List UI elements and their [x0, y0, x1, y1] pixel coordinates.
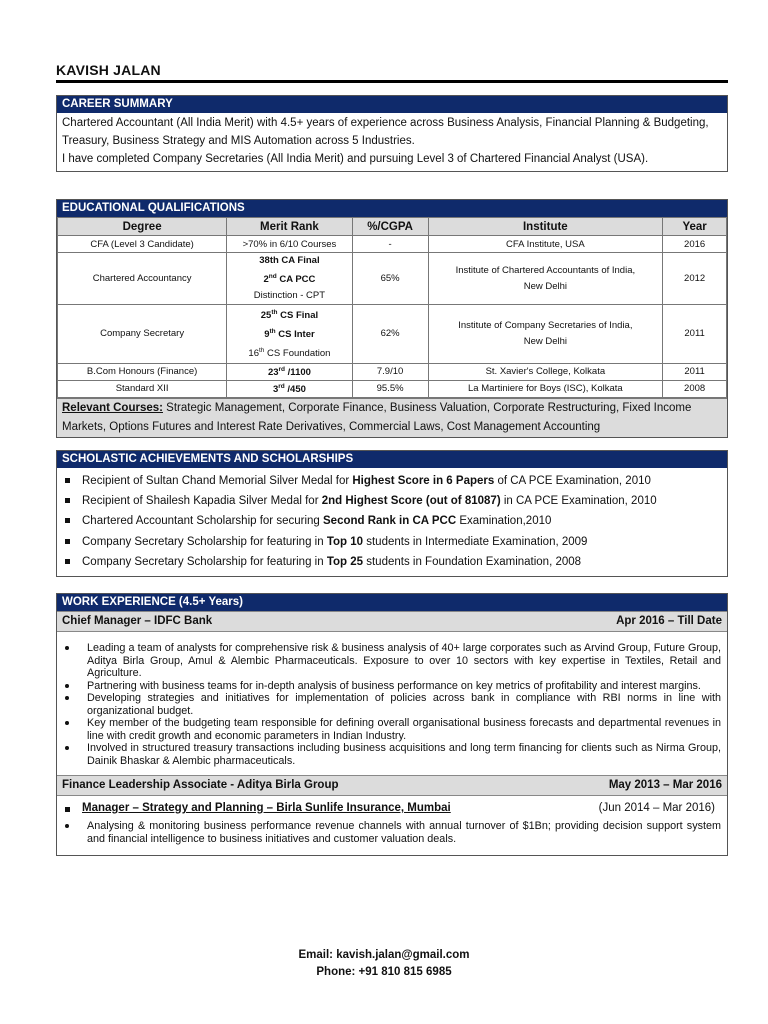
education-heading: EDUCATIONAL QUALIFICATIONS [57, 200, 727, 217]
merit-number: 23 [267, 366, 279, 378]
pct-cell: - [352, 236, 428, 253]
education-section [56, 199, 728, 438]
year-cell: 2012 [663, 253, 727, 305]
achievement-text: Examination,2010 [456, 515, 552, 528]
merit-text: CS Foundation [264, 348, 331, 360]
year-cell: 2011 [663, 363, 727, 380]
achievement-text: Company Secretary Scholarship for featuring in [82, 535, 327, 548]
relevant-courses-text: Strategic Management, Corporate Finance, Business Valuation, Corporate Restructuring, Fixed Income Markets, Options Futures and Interest Rate Derivatives, Commercial Laws, Cost Management Accounting [62, 401, 692, 433]
scholastic-heading: SCHOLASTIC ACHIEVEMENTS AND SCHOLARSHIPS [57, 451, 727, 468]
table-row [58, 363, 727, 380]
job-bullets [57, 814, 727, 855]
relevant-courses [57, 398, 727, 437]
header-rule [56, 80, 728, 83]
education-table [57, 217, 727, 398]
list-item [65, 532, 727, 552]
year-cell: 2016 [663, 236, 727, 253]
merit-suffix: nd [268, 273, 277, 280]
achievement-highlight: Second Rank in CA PCC [323, 515, 457, 528]
merit-text: CS Final [277, 310, 319, 322]
list-item: Developing strategies and initiatives for implementation of policies across bank in compliance with RBI norms in line with organizational budget. [65, 692, 721, 717]
institute-cell: La Martiniere for Boys (ISC), Kolkata [428, 380, 663, 397]
career-summary-body [57, 113, 727, 171]
column-header: Degree [58, 218, 227, 236]
job-header [57, 775, 727, 796]
achievement-text: in CA PCE Examination, 2010 [500, 495, 657, 508]
achievement-text: Recipient of Sultan Chand Memorial Silver Medal for [82, 475, 353, 487]
column-header: Year [663, 218, 727, 236]
job-date: Apr 2016 – Till Date [616, 615, 722, 627]
merit-cell: >70% in 6/10 Courses [227, 236, 352, 253]
table-header-row [58, 218, 727, 236]
column-header: Institute [428, 218, 663, 236]
degree-cell: Chartered Accountancy [58, 253, 227, 305]
job-title: Chief Manager – IDFC Bank [62, 615, 213, 627]
achievement-text: Recipient of Shailesh Kapadia Silver Medal for [82, 495, 322, 508]
column-header: Merit Rank [227, 218, 352, 236]
pct-cell: 7.9/10 [352, 363, 428, 380]
degree-cell: B.Com Honours (Finance) [58, 363, 227, 380]
achievement-text: of CA PCE Examination, 2010 [494, 475, 651, 487]
table-row [58, 236, 727, 253]
degree-cell: Standard XII [58, 380, 227, 397]
list-item: Leading a team of analysts for comprehensive risk & business analysis of 40+ large corporates such as Arvind Group, Future Group, Aditya Birla Group, Amul & Alembic Pharmaceuticals. Exposure to over 10 sectors with key expertise in Textiles, Retail and Agriculture. [65, 642, 721, 680]
merit-line [230, 324, 348, 343]
merit-line [230, 305, 348, 324]
merit-number: 16 [248, 348, 259, 360]
achievement-text: Company Secretary Scholarship for featuring in [82, 555, 327, 568]
achievement-highlight: Highest Score in 6 Papers [352, 475, 495, 487]
merit-line [230, 343, 348, 362]
pct-cell: 95.5% [352, 380, 428, 397]
merit-cell [227, 380, 352, 397]
list-item [65, 552, 727, 572]
candidate-name: KAVISH JALAN [56, 62, 161, 78]
institute-cell [428, 305, 663, 363]
merit-number: 25 [260, 310, 272, 322]
career-summary-line: Chartered Accountant (All India Merit) with 4.5+ years of experience across Business Analysis, Financial Planning & Budgeting, Treasury, Business Strategy and MIS Automation across 5 Industries. [62, 117, 709, 147]
merit-number: 9 [264, 329, 270, 341]
achievement-highlight: Top 10 [326, 535, 364, 548]
list-item [65, 471, 727, 491]
institute-line: Institute of Chartered Accountants of India, [455, 264, 636, 276]
institute-line: New Delhi [523, 280, 567, 292]
degree-cell: Company Secretary [58, 305, 227, 363]
contact-phone: Phone: +91 810 815 6985 [316, 966, 452, 978]
contact-email: Email: kavish.jalan@gmail.com [298, 949, 470, 961]
relevant-courses-label: Relevant Courses: [62, 401, 163, 414]
merit-cell [227, 363, 352, 380]
work-experience-heading: WORK EXPERIENCE (4.5+ Years) [57, 594, 727, 611]
merit-line: 38th CA Final [259, 255, 320, 266]
job-header [57, 611, 727, 632]
contact-block [0, 947, 768, 981]
list-item: Analysing & monitoring business performance revenue channels with annual turnover of $1Bn; providing decision support system and financial intelligence to business initiatives and customer valuation deals. [65, 820, 721, 845]
merit-suffix: rd [278, 365, 286, 373]
sub-role-date: (Jun 2014 – Mar 2016) [598, 802, 715, 814]
merit-suffix: th [259, 347, 265, 355]
sub-role [57, 796, 727, 814]
institute-cell: CFA Institute, USA [428, 236, 663, 253]
table-row [58, 305, 727, 363]
merit-number: 2 [263, 274, 269, 286]
merit-text: CS Inter [275, 329, 315, 341]
job-bullets [57, 632, 727, 775]
table-row [58, 380, 727, 397]
institute-line: Institute of Company Secretaries of India, [458, 319, 633, 331]
list-item: Involved in structured treasury transactions including business acquisitions and long term financing for clients such as Nirma Group, Dainik Bhaskar & Alembic pharmaceuticals. [65, 742, 721, 767]
pct-cell: 62% [352, 305, 428, 363]
merit-cell [227, 305, 352, 363]
year-cell: 2008 [663, 380, 727, 397]
merit-text: /450 [284, 383, 306, 395]
achievement-text: students in Intermediate Examination, 2009 [363, 535, 588, 548]
merit-text: CA PCC [276, 274, 316, 286]
career-summary-line: I have completed Company Secretaries (All India Merit) and pursuing Level 3 of Chartered Financial Analyst (USA). [62, 153, 649, 165]
work-experience-section [56, 593, 728, 856]
achievement-text: Chartered Accountant Scholarship for securing [82, 515, 323, 528]
career-summary-heading: CAREER SUMMARY [57, 96, 727, 113]
table-row [58, 253, 727, 305]
job-title: Finance Leadership Associate - Aditya Birla Group [62, 779, 339, 791]
column-header: %/CGPA [352, 218, 428, 236]
merit-line [230, 269, 348, 288]
list-item [65, 511, 727, 531]
institute-line: New Delhi [523, 335, 567, 347]
scholastic-list [57, 468, 727, 576]
pct-cell: 65% [352, 253, 428, 305]
sub-role-title: Manager – Strategy and Planning – Birla Sunlife Insurance, Mumbai [65, 802, 451, 814]
merit-number: 3 [272, 383, 279, 395]
scholastic-section [56, 450, 728, 577]
achievement-highlight: Top 25 [326, 555, 364, 568]
merit-suffix: rd [278, 382, 285, 390]
career-summary-section [56, 95, 728, 172]
list-item [65, 491, 727, 511]
merit-suffix: th [269, 328, 276, 336]
year-cell: 2011 [663, 305, 727, 363]
merit-suffix: th [271, 309, 278, 317]
list-item: Partnering with business teams for in-depth analysis of business performance on key metrics of profitability and interest margins. [65, 680, 721, 693]
institute-cell: St. Xavier's College, Kolkata [428, 363, 663, 380]
degree-cell: CFA (Level 3 Candidate) [58, 236, 227, 253]
list-item: Key member of the budgeting team responsible for defining overall organisational business forecasts and departmental revenues in line with credit growth and economic parameters in Indian Industry. [65, 717, 721, 742]
merit-cell [227, 253, 352, 305]
institute-cell [428, 253, 663, 305]
achievement-text: students in Foundation Examination, 2008 [363, 555, 582, 568]
merit-text: /1100 [285, 366, 311, 378]
job-date: May 2013 – Mar 2016 [608, 779, 722, 791]
achievement-highlight: 2nd Highest Score (out of 81087) [321, 495, 501, 508]
merit-line: Distinction - CPT [253, 290, 326, 302]
